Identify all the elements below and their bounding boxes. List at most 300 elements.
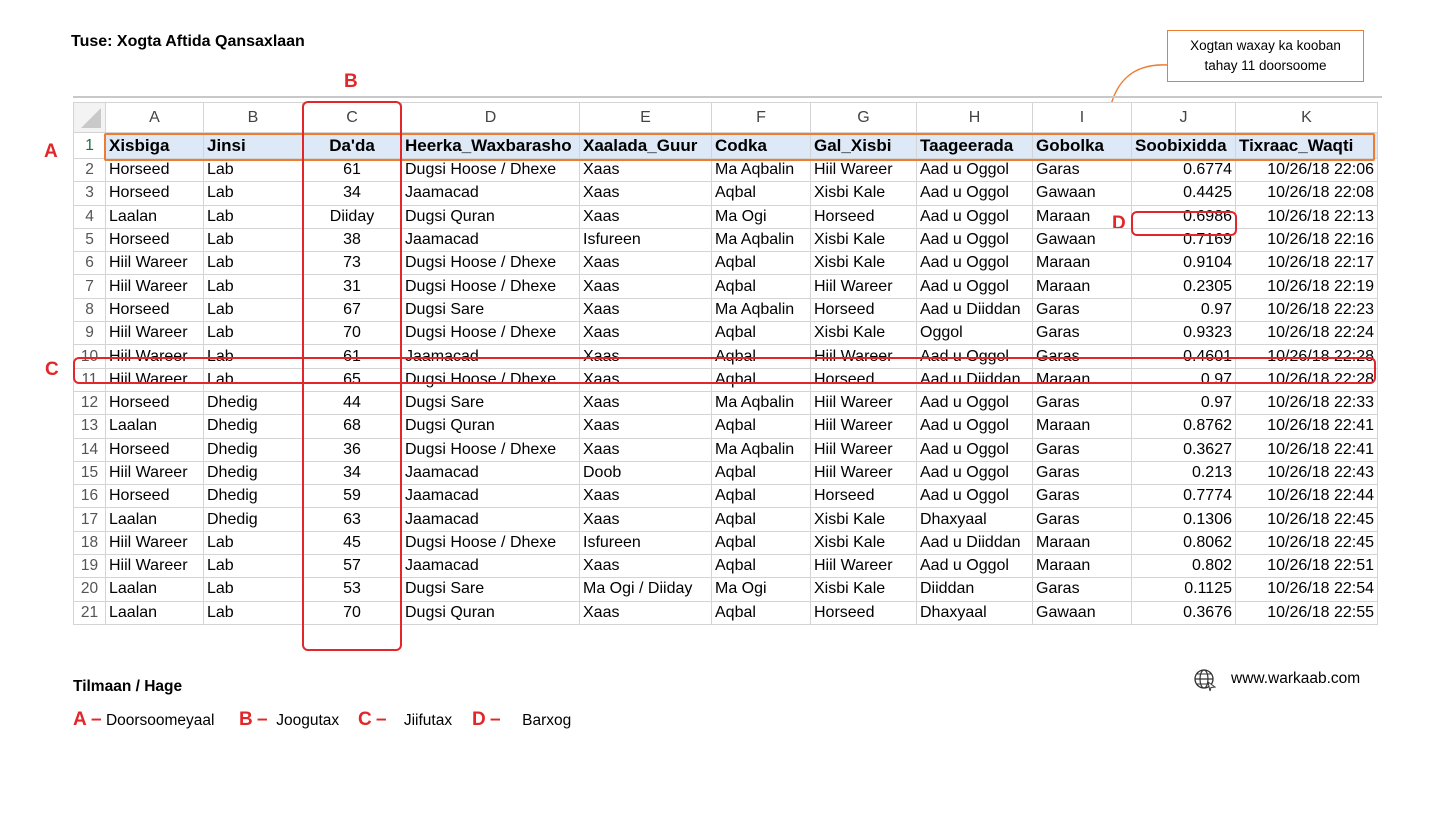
- table-cell[interactable]: Lab: [204, 578, 303, 601]
- table-cell[interactable]: Lab: [204, 159, 303, 182]
- table-cell[interactable]: Garas: [1033, 345, 1132, 368]
- table-cell[interactable]: Aad u Oggol: [917, 205, 1033, 228]
- table-cell[interactable]: Aqbal: [712, 252, 811, 275]
- table-cell[interactable]: 0.3627: [1132, 438, 1236, 461]
- table-cell[interactable]: Xaas: [580, 298, 712, 321]
- table-cell[interactable]: Xaas: [580, 275, 712, 298]
- table-cell[interactable]: Maraan: [1033, 368, 1132, 391]
- table-cell[interactable]: 0.9104: [1132, 252, 1236, 275]
- row-header[interactable]: 7: [74, 275, 106, 298]
- table-cell[interactable]: Xaas: [580, 438, 712, 461]
- table-cell[interactable]: Lab: [204, 531, 303, 554]
- table-cell[interactable]: Xaas: [580, 345, 712, 368]
- table-cell[interactable]: Horseed: [811, 601, 917, 624]
- table-cell[interactable]: Hiil Wareer: [106, 461, 204, 484]
- table-cell[interactable]: 36: [303, 438, 402, 461]
- table-cell[interactable]: Garas: [1033, 322, 1132, 345]
- row-header[interactable]: 11: [74, 368, 106, 391]
- table-cell[interactable]: Hiil Wareer: [106, 275, 204, 298]
- table-cell[interactable]: Xaas: [580, 159, 712, 182]
- field-row-outline-a: [104, 133, 1375, 161]
- table-cell[interactable]: Maraan: [1033, 415, 1132, 438]
- table-cell[interactable]: Gawaan: [1033, 601, 1132, 624]
- cell-outline-d: [1131, 211, 1237, 236]
- column-header-a[interactable]: A: [106, 103, 204, 133]
- table-cell[interactable]: Dugsi Hoose / Dhexe: [402, 531, 580, 554]
- table-cell[interactable]: Aad u Diiddan: [917, 531, 1033, 554]
- table-cell[interactable]: 10/26/18 22:13: [1236, 205, 1378, 228]
- table-cell[interactable]: Dugsi Hoose / Dhexe: [402, 322, 580, 345]
- table-cell[interactable]: Xaas: [580, 322, 712, 345]
- table-cell[interactable]: Xisbi Kale: [811, 228, 917, 251]
- table-cell[interactable]: Lab: [204, 555, 303, 578]
- legend-heading: Tilmaan / Hage: [73, 678, 183, 695]
- column-header-f[interactable]: F: [712, 103, 811, 133]
- field-cell[interactable]: Xaalada_Guur: [580, 133, 712, 159]
- table-cell[interactable]: Isfureen: [580, 228, 712, 251]
- table-cell[interactable]: Diiddan: [917, 578, 1033, 601]
- table-cell[interactable]: Isfureen: [580, 531, 712, 554]
- table-cell[interactable]: Xaas: [580, 415, 712, 438]
- table-cell[interactable]: 38: [303, 228, 402, 251]
- row-header[interactable]: 1: [74, 133, 106, 159]
- table-row: [74, 275, 1378, 298]
- table-cell[interactable]: Dugsi Hoose / Dhexe: [402, 252, 580, 275]
- field-cell[interactable]: Soobixidda: [1132, 133, 1236, 159]
- table-cell[interactable]: 10/26/18 22:41: [1236, 438, 1378, 461]
- marker-d: D: [1112, 213, 1126, 234]
- table-cell[interactable]: Aqbal: [712, 531, 811, 554]
- table-cell[interactable]: Hiil Wareer: [811, 461, 917, 484]
- table-cell[interactable]: Horseed: [106, 228, 204, 251]
- table-cell[interactable]: Xaas: [580, 485, 712, 508]
- table-cell[interactable]: Dhaxyaal: [917, 601, 1033, 624]
- table-cell[interactable]: Jaamacad: [402, 461, 580, 484]
- table-cell[interactable]: Maraan: [1033, 531, 1132, 554]
- table-cell[interactable]: 10/26/18 22:54: [1236, 578, 1378, 601]
- table-cell[interactable]: Xisbi Kale: [811, 508, 917, 531]
- table-cell[interactable]: Garas: [1033, 508, 1132, 531]
- table-cell[interactable]: 0.8762: [1132, 415, 1236, 438]
- table-cell[interactable]: 34: [303, 461, 402, 484]
- table-cell[interactable]: Ma Aqbalin: [712, 298, 811, 321]
- table-cell[interactable]: 10/26/18 22:41: [1236, 415, 1378, 438]
- table-cell[interactable]: Hiil Wareer: [106, 345, 204, 368]
- table-cell[interactable]: Oggol: [917, 322, 1033, 345]
- table-cell[interactable]: Aqbal: [712, 601, 811, 624]
- table-cell[interactable]: Aqbal: [712, 555, 811, 578]
- table-row: [74, 159, 1378, 182]
- row-header[interactable]: 6: [74, 252, 106, 275]
- table-cell[interactable]: Aad u Oggol: [917, 391, 1033, 414]
- row-header[interactable]: 13: [74, 415, 106, 438]
- table-cell[interactable]: Aqbal: [712, 368, 811, 391]
- table-cell[interactable]: 68: [303, 415, 402, 438]
- table-cell[interactable]: 0.4425: [1132, 182, 1236, 205]
- table-cell[interactable]: Xaas: [580, 368, 712, 391]
- table-cell[interactable]: 67: [303, 298, 402, 321]
- table-cell[interactable]: Lab: [204, 205, 303, 228]
- table-cell[interactable]: Xaas: [580, 205, 712, 228]
- table-cell[interactable]: Aad u Oggol: [917, 182, 1033, 205]
- table-cell[interactable]: 10/26/18 22:28: [1236, 345, 1378, 368]
- sheet-top-border: [73, 96, 1382, 98]
- table-cell[interactable]: Jaamacad: [402, 182, 580, 205]
- column-header-row: [74, 103, 1378, 133]
- table-cell[interactable]: Xisbi Kale: [811, 322, 917, 345]
- table-cell[interactable]: 53: [303, 578, 402, 601]
- table-cell[interactable]: 65: [303, 368, 402, 391]
- table-cell[interactable]: 31: [303, 275, 402, 298]
- table-cell[interactable]: Xisbi Kale: [811, 578, 917, 601]
- table-cell[interactable]: 10/26/18 22:45: [1236, 531, 1378, 554]
- table-row: [74, 578, 1378, 601]
- table-cell[interactable]: Dhedig: [204, 438, 303, 461]
- table-cell[interactable]: Dhedig: [204, 485, 303, 508]
- table-cell[interactable]: Jaamacad: [402, 345, 580, 368]
- table-cell[interactable]: Horseed: [811, 298, 917, 321]
- table-cell[interactable]: Xaas: [580, 252, 712, 275]
- table-cell[interactable]: Dugsi Hoose / Dhexe: [402, 275, 580, 298]
- table-cell[interactable]: 0.6986: [1132, 205, 1236, 228]
- table-cell[interactable]: Ma Ogi: [712, 578, 811, 601]
- table-cell[interactable]: Horseed: [106, 159, 204, 182]
- table-row: [74, 252, 1378, 275]
- table-cell[interactable]: Maraan: [1033, 252, 1132, 275]
- table-cell[interactable]: Xisbi Kale: [811, 182, 917, 205]
- table-cell[interactable]: Xaas: [580, 555, 712, 578]
- marker-c: C: [45, 359, 59, 380]
- column-header-h[interactable]: H: [917, 103, 1033, 133]
- table-cell[interactable]: Ma Aqbalin: [712, 438, 811, 461]
- table-cell[interactable]: 0.1306: [1132, 508, 1236, 531]
- table-cell[interactable]: Hiil Wareer: [811, 391, 917, 414]
- table-cell[interactable]: Dugsi Hoose / Dhexe: [402, 438, 580, 461]
- table-cell[interactable]: Laalan: [106, 508, 204, 531]
- table-cell[interactable]: Hiil Wareer: [106, 368, 204, 391]
- table-cell[interactable]: 10/26/18 22:51: [1236, 555, 1378, 578]
- field-cell[interactable]: Taageerada: [917, 133, 1033, 159]
- table-cell[interactable]: 10/26/18 22:08: [1236, 182, 1378, 205]
- table-cell[interactable]: 10/26/18 22:16: [1236, 228, 1378, 251]
- table-cell[interactable]: Dugsi Hoose / Dhexe: [402, 368, 580, 391]
- table-row: [74, 508, 1378, 531]
- table-cell[interactable]: 0.8062: [1132, 531, 1236, 554]
- table-cell[interactable]: Dhaxyaal: [917, 508, 1033, 531]
- table-cell[interactable]: Lab: [204, 368, 303, 391]
- row-header[interactable]: 16: [74, 485, 106, 508]
- column-header-d[interactable]: D: [402, 103, 580, 133]
- field-cell[interactable]: Da'da: [303, 133, 402, 159]
- table-cell[interactable]: 73: [303, 252, 402, 275]
- table-cell[interactable]: 0.9323: [1132, 322, 1236, 345]
- table-cell[interactable]: 61: [303, 159, 402, 182]
- table-cell[interactable]: 10/26/18 22:45: [1236, 508, 1378, 531]
- table-cell[interactable]: 0.213: [1132, 461, 1236, 484]
- table-row: [74, 438, 1378, 461]
- table-cell[interactable]: Garas: [1033, 298, 1132, 321]
- row-header[interactable]: 10: [74, 345, 106, 368]
- table-row: [74, 391, 1378, 414]
- table-cell[interactable]: Horseed: [811, 485, 917, 508]
- table-cell[interactable]: Hiil Wareer: [811, 438, 917, 461]
- table-cell[interactable]: Lab: [204, 345, 303, 368]
- legend-item-c: C – Jiifutax: [358, 709, 453, 730]
- table-cell[interactable]: Hiil Wareer: [106, 555, 204, 578]
- table-cell[interactable]: Dugsi Sare: [402, 298, 580, 321]
- table-cell[interactable]: Dhedig: [204, 461, 303, 484]
- table-cell[interactable]: Horseed: [106, 485, 204, 508]
- table-cell[interactable]: Garas: [1033, 485, 1132, 508]
- table-cell[interactable]: Xaas: [580, 391, 712, 414]
- table-cell[interactable]: Aqbal: [712, 415, 811, 438]
- table-cell[interactable]: Hiil Wareer: [811, 159, 917, 182]
- field-cell[interactable]: Jinsi: [204, 133, 303, 159]
- table-cell[interactable]: Gawaan: [1033, 182, 1132, 205]
- table-row: [74, 298, 1378, 321]
- table-cell[interactable]: Hiil Wareer: [811, 415, 917, 438]
- table-cell[interactable]: Laalan: [106, 415, 204, 438]
- table-cell[interactable]: Dhedig: [204, 391, 303, 414]
- table-cell[interactable]: Aad u Oggol: [917, 275, 1033, 298]
- table-cell[interactable]: Lab: [204, 182, 303, 205]
- table-cell[interactable]: 59: [303, 485, 402, 508]
- table-cell[interactable]: 0.7169: [1132, 228, 1236, 251]
- row-header[interactable]: 21: [74, 601, 106, 624]
- table-cell[interactable]: Xisbi Kale: [811, 531, 917, 554]
- table-cell[interactable]: Horseed: [106, 182, 204, 205]
- table-cell[interactable]: Aad u Diiddan: [917, 298, 1033, 321]
- table-cell[interactable]: Lab: [204, 228, 303, 251]
- table-cell[interactable]: 70: [303, 322, 402, 345]
- table-row: [74, 555, 1378, 578]
- table-cell[interactable]: 0.97: [1132, 298, 1236, 321]
- table-row: [74, 322, 1378, 345]
- website-link[interactable]: www.warkaab.com: [1231, 670, 1361, 687]
- table-cell[interactable]: 10/26/18 22:55: [1236, 601, 1378, 624]
- table-cell[interactable]: 61: [303, 345, 402, 368]
- table-cell[interactable]: 0.3676: [1132, 601, 1236, 624]
- table-cell[interactable]: Aad u Oggol: [917, 228, 1033, 251]
- table-cell[interactable]: 0.97: [1132, 391, 1236, 414]
- table-cell[interactable]: Aqbal: [712, 322, 811, 345]
- table-cell[interactable]: Garas: [1033, 578, 1132, 601]
- table-cell[interactable]: Dugsi Quran: [402, 601, 580, 624]
- table-cell[interactable]: 10/26/18 22:23: [1236, 298, 1378, 321]
- table-row: [74, 601, 1378, 624]
- table-cell[interactable]: Aad u Oggol: [917, 252, 1033, 275]
- column-header-k[interactable]: K: [1236, 103, 1378, 133]
- table-cell[interactable]: Lab: [204, 275, 303, 298]
- column-header-g[interactable]: G: [811, 103, 917, 133]
- table-row: [74, 531, 1378, 554]
- table-cell[interactable]: Dugsi Quran: [402, 415, 580, 438]
- table-cell[interactable]: Horseed: [811, 205, 917, 228]
- annotation-note-line-2: tahay 11 doorsoome: [1204, 58, 1327, 73]
- globe-icon: [1193, 668, 1217, 692]
- table-cell[interactable]: Jaamacad: [402, 555, 580, 578]
- table-cell[interactable]: 0.7774: [1132, 485, 1236, 508]
- table-cell[interactable]: Xaas: [580, 182, 712, 205]
- table-cell[interactable]: Aqbal: [712, 275, 811, 298]
- row-header[interactable]: 8: [74, 298, 106, 321]
- table-cell[interactable]: Lab: [204, 601, 303, 624]
- table-cell[interactable]: Jaamacad: [402, 228, 580, 251]
- table-cell[interactable]: Hiil Wareer: [811, 345, 917, 368]
- table-cell[interactable]: Aqbal: [712, 508, 811, 531]
- table-cell[interactable]: 45: [303, 531, 402, 554]
- table-cell[interactable]: 10/26/18 22:33: [1236, 391, 1378, 414]
- table-cell[interactable]: Gawaan: [1033, 228, 1132, 251]
- field-cell[interactable]: Xisbiga: [106, 133, 204, 159]
- table-cell[interactable]: Xaas: [580, 601, 712, 624]
- table-cell[interactable]: Horseed: [106, 298, 204, 321]
- row-header[interactable]: 2: [74, 159, 106, 182]
- table-cell[interactable]: 57: [303, 555, 402, 578]
- table-cell[interactable]: Xisbi Kale: [811, 252, 917, 275]
- table-cell[interactable]: Aad u Oggol: [917, 485, 1033, 508]
- table-cell[interactable]: Dugsi Quran: [402, 205, 580, 228]
- table-cell[interactable]: 10/26/18 22:43: [1236, 461, 1378, 484]
- table-cell[interactable]: Dugsi Hoose / Dhexe: [402, 159, 580, 182]
- row-header[interactable]: 5: [74, 228, 106, 251]
- table-cell[interactable]: Garas: [1033, 159, 1132, 182]
- table-cell[interactable]: Lab: [204, 322, 303, 345]
- table-cell[interactable]: Aad u Oggol: [917, 415, 1033, 438]
- column-header-i[interactable]: I: [1033, 103, 1132, 133]
- column-header-j[interactable]: J: [1132, 103, 1236, 133]
- table-cell[interactable]: Ma Aqbalin: [712, 228, 811, 251]
- table-cell[interactable]: Garas: [1033, 438, 1132, 461]
- table-cell[interactable]: Aad u Diiddan: [917, 368, 1033, 391]
- field-cell[interactable]: Gobolka: [1033, 133, 1132, 159]
- table-cell[interactable]: Dhedig: [204, 415, 303, 438]
- row-header[interactable]: 19: [74, 555, 106, 578]
- row-header[interactable]: 3: [74, 182, 106, 205]
- table-cell[interactable]: Diiday: [303, 205, 402, 228]
- table-cell[interactable]: Aqbal: [712, 461, 811, 484]
- row-outline-c: [73, 357, 1376, 384]
- table-cell[interactable]: Ma Ogi / Diiday: [580, 578, 712, 601]
- table-cell[interactable]: 0.6774: [1132, 159, 1236, 182]
- table-cell[interactable]: Doob: [580, 461, 712, 484]
- row-header[interactable]: 18: [74, 531, 106, 554]
- row-header[interactable]: 9: [74, 322, 106, 345]
- table-cell[interactable]: Ma Aqbalin: [712, 391, 811, 414]
- table-cell[interactable]: Aqbal: [712, 485, 811, 508]
- table-cell[interactable]: 10/26/18 22:17: [1236, 252, 1378, 275]
- table-cell[interactable]: Jaamacad: [402, 508, 580, 531]
- table-cell[interactable]: Aqbal: [712, 345, 811, 368]
- table-cell[interactable]: Aad u Oggol: [917, 461, 1033, 484]
- table-cell[interactable]: 63: [303, 508, 402, 531]
- column-header-c[interactable]: C: [303, 103, 402, 133]
- table-cell[interactable]: Horseed: [106, 391, 204, 414]
- table-cell[interactable]: Aad u Oggol: [917, 159, 1033, 182]
- table-cell[interactable]: 10/26/18 22:19: [1236, 275, 1378, 298]
- table-cell[interactable]: 70: [303, 601, 402, 624]
- table-cell[interactable]: Laalan: [106, 578, 204, 601]
- field-cell[interactable]: Heerka_Waxbarasho: [402, 133, 580, 159]
- legend-item-b: B – Joogutax: [239, 709, 340, 730]
- table-cell[interactable]: Lab: [204, 252, 303, 275]
- legend-item-a: A – Doorsoomeyaal: [73, 709, 215, 730]
- annotation-note-line-1: Xogtan waxay ka kooban: [1190, 38, 1341, 53]
- row-header[interactable]: 20: [74, 578, 106, 601]
- row-header[interactable]: 15: [74, 461, 106, 484]
- table-cell[interactable]: Laalan: [106, 601, 204, 624]
- table-row: [74, 485, 1378, 508]
- row-header[interactable]: 14: [74, 438, 106, 461]
- table-cell[interactable]: 10/26/18 22:44: [1236, 485, 1378, 508]
- table-cell[interactable]: Aqbal: [712, 182, 811, 205]
- table-cell[interactable]: Ma Aqbalin: [712, 159, 811, 182]
- table-cell[interactable]: Maraan: [1033, 555, 1132, 578]
- table-cell[interactable]: Aad u Oggol: [917, 438, 1033, 461]
- legend-item-d: D – Barxog: [472, 709, 572, 730]
- table-row: [74, 182, 1378, 205]
- table-cell[interactable]: 0.2305: [1132, 275, 1236, 298]
- table-cell[interactable]: 10/26/18 22:28: [1236, 368, 1378, 391]
- table-cell[interactable]: Jaamacad: [402, 485, 580, 508]
- table-cell[interactable]: Ma Ogi: [712, 205, 811, 228]
- table-cell[interactable]: Lab: [204, 298, 303, 321]
- marker-a: A: [44, 141, 58, 162]
- table-cell[interactable]: Dugsi Sare: [402, 578, 580, 601]
- table-cell[interactable]: Laalan: [106, 205, 204, 228]
- table-cell[interactable]: 0.802: [1132, 555, 1236, 578]
- row-header[interactable]: 17: [74, 508, 106, 531]
- field-cell[interactable]: Codka: [712, 133, 811, 159]
- row-header[interactable]: 12: [74, 391, 106, 414]
- column-header-b[interactable]: B: [204, 103, 303, 133]
- marker-b: B: [344, 71, 358, 92]
- table-cell[interactable]: Maraan: [1033, 275, 1132, 298]
- table-cell[interactable]: 34: [303, 182, 402, 205]
- row-header[interactable]: 4: [74, 205, 106, 228]
- column-header-e[interactable]: E: [580, 103, 712, 133]
- table-cell[interactable]: Hiil Wareer: [106, 322, 204, 345]
- table-cell[interactable]: Dhedig: [204, 508, 303, 531]
- table-cell[interactable]: Dugsi Sare: [402, 391, 580, 414]
- table-cell[interactable]: Hiil Wareer: [811, 275, 917, 298]
- table-cell[interactable]: Hiil Wareer: [811, 555, 917, 578]
- table-row: [74, 415, 1378, 438]
- table-cell[interactable]: Horseed: [811, 368, 917, 391]
- table-cell[interactable]: Aad u Oggol: [917, 345, 1033, 368]
- annotation-note: [1167, 30, 1364, 82]
- table-cell[interactable]: Maraan: [1033, 205, 1132, 228]
- table-cell[interactable]: 0.97: [1132, 368, 1236, 391]
- page-title: Tuse: Xogta Aftida Qansaxlaan: [71, 33, 305, 50]
- table-cell[interactable]: Hiil Wareer: [106, 531, 204, 554]
- table-cell[interactable]: Xaas: [580, 508, 712, 531]
- table-row: [74, 461, 1378, 484]
- table-cell[interactable]: Hiil Wareer: [106, 252, 204, 275]
- table-cell[interactable]: 10/26/18 22:24: [1236, 322, 1378, 345]
- table-cell[interactable]: Garas: [1033, 391, 1132, 414]
- table-cell[interactable]: 0.4601: [1132, 345, 1236, 368]
- table-cell[interactable]: 0.1125: [1132, 578, 1236, 601]
- table-cell[interactable]: Garas: [1033, 461, 1132, 484]
- table-cell[interactable]: Aad u Oggol: [917, 555, 1033, 578]
- select-all-corner[interactable]: [74, 103, 106, 133]
- field-cell[interactable]: Gal_Xisbi: [811, 133, 917, 159]
- table-cell[interactable]: Horseed: [106, 438, 204, 461]
- table-cell[interactable]: 44: [303, 391, 402, 414]
- table-cell[interactable]: 10/26/18 22:06: [1236, 159, 1378, 182]
- field-cell[interactable]: Tixraac_Waqti: [1236, 133, 1378, 159]
